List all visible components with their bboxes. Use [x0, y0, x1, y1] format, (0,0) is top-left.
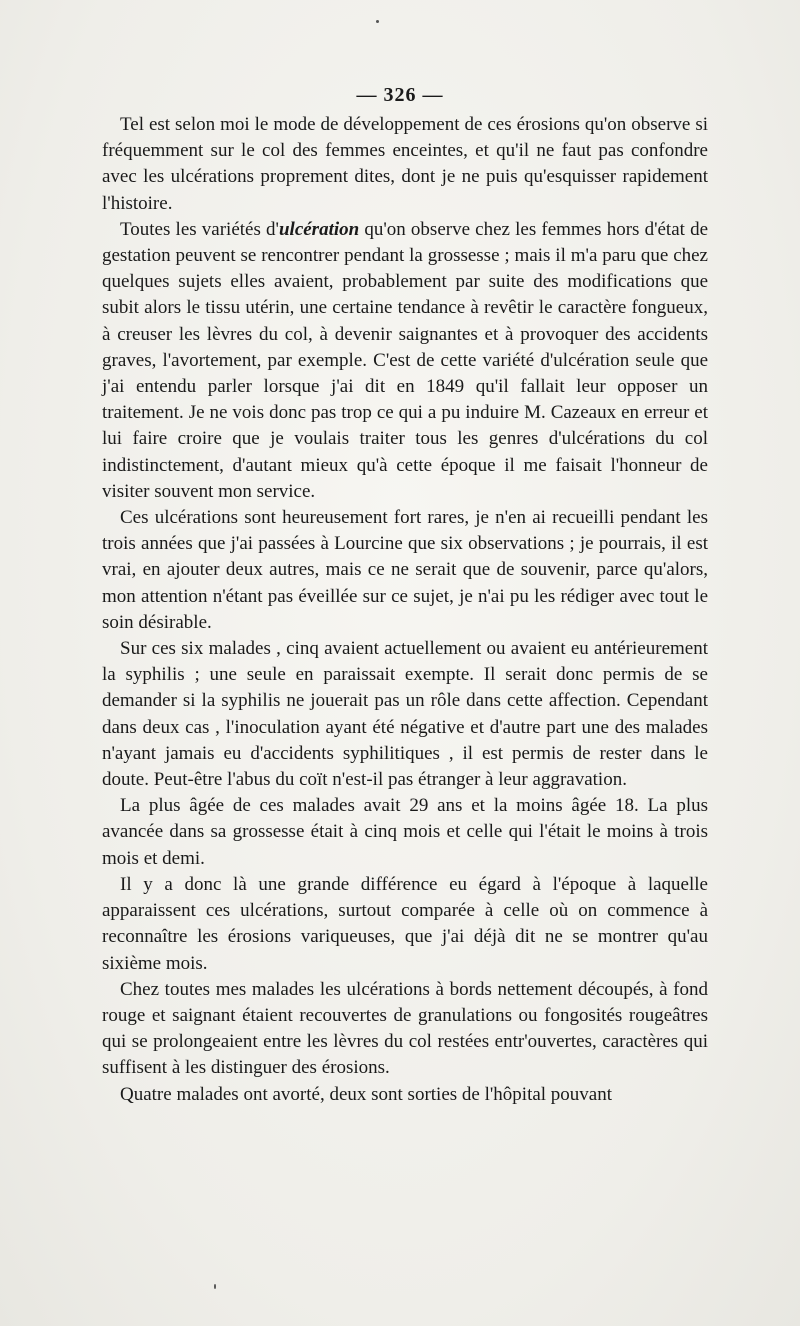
paragraph-8: Quatre malades ont avorté, deux sont sorties de l'hôpital pouvant — [120, 1083, 613, 1105]
paragraph-2-emphasis: ulcération — [278, 218, 360, 240]
paragraph-7: Chez toutes mes malades les ulcérations à bords nettement découpés, à fond rouge et saignant étaient recouvertes de granulations ou fongosités rougeâtres qui se prolongeaient entre les lèvres du col restées entr'ouvertes, caractères qui suffisent à les distinguer des érosions. — [102, 978, 708, 1079]
paragraph-4: Sur ces six malades , cinq avaient actuellement ou avaient eu antérieurement la syphilis ; une seule en paraissait exempte. Il serait donc permis de se demander si la syphilis ne jouerait pas un rôle dans cette affection. Cependant dans deux cas , l'inoculation ayant été négative et d'autre part une des malades n'ayant jamais eu d'accidents syphilitiques , il est permis de rester dans le doute. Peut-être l'abus du coït n'est-il pas étranger à leur aggravation. — [102, 638, 708, 791]
paragraph-1: Tel est selon moi le mode de développement de ces érosions qu'on observe si fréquemment sur le col des femmes enceintes, et qu'il ne faut pas confondre avec les ulcérations proprement dites, dont je ne puis qu'esquisser rapidement l'histoire. — [102, 114, 708, 214]
paragraph-2-lead: Toutes les variétés d' — [120, 218, 279, 240]
paragraph-5: La plus âgée de ces malades avait 29 ans et la moins âgée 18. La plus avancée dans sa grossesse était à cinq mois et celle qui l'était le moins à trois mois et demi. — [102, 795, 708, 869]
paragraph-2-body: qu'on observe chez les femmes hors d'état de gestation peuvent se rencontrer pendant la grossesse ; mais il m'a paru que chez quelques sujets elles avaient, probablement par suite des modifications que subit alors le tissu utérin, une certaine tendance à revêtir le caractère fongueux, à creuser les lèvres du col, à devenir saignantes et à provoquer des accidents graves, l'avortement, par exemple. C'est de cette variété d'ulcération seule que j'ai entendu parler lorsque j'ai dit en 1849 qu'il fallait leur opposer un traitement. Je ne vois donc pas trop ce qui a pu induire M. Cazeaux en erreur et lui faire croire que je voulais traiter tous les genres d'ulcérations du col indistinctement, d'autant mieux qu'à cette époque il me faisait l'honneur de visiter souvent mon service. — [102, 218, 709, 502]
paragraph-3: Ces ulcérations sont heureusement fort rares, je n'en ai recueilli pendant les trois années que j'ai passées à Lourcine que six observations ; je pourrais, il est vrai, en ajouter deux autres, mais ce ne serait que de souvenir, parce qu'alors, mon attention n'étant pas éveillée sur ce sujet, je n'ai pu les rédiger avec tout le soin désirable. — [102, 507, 708, 633]
print-speck — [376, 20, 379, 23]
paragraph-6: Il y a donc là une grande différence eu égard à l'époque à laquelle apparaissent ces ulcérations, surtout comparée à celle où on commence à reconnaître les érosions variqueuses, que j'ai déjà dit ne se montrer qu'au sixième mois. — [102, 873, 708, 974]
print-speck — [214, 1284, 216, 1289]
page-number: — 326 — — [356, 84, 444, 106]
body-text — [102, 112, 708, 1108]
paragraph-2 — [102, 217, 708, 505]
